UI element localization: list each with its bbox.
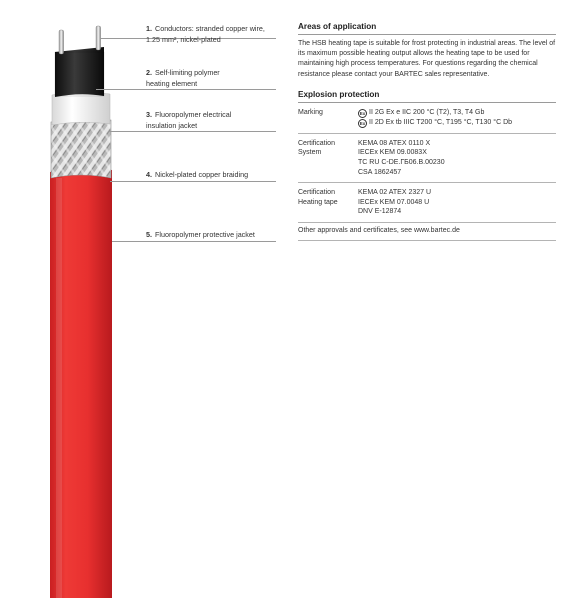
callout-5 xyxy=(146,230,255,241)
marking-values xyxy=(358,108,512,128)
cert-line: KEMA 02 ATEX 2327 U xyxy=(358,189,432,197)
cert-line: CSA 1862457 xyxy=(358,168,402,176)
cert-tape-values xyxy=(358,188,431,217)
callout-2 xyxy=(146,68,220,89)
callout-1 xyxy=(146,24,265,45)
cert-line: DNV E-12874 xyxy=(358,208,402,216)
callout-text: Fluoropolymer protective jacket xyxy=(155,230,255,239)
areas-text: The HSB heating tape is suitable for frost protecting in industrial areas. The level of its maximum possible heating output allows the heating tape to be used for maintaining high process temperatures. For questions regarding the chemical resistance please contact your BARTEC sales representative. xyxy=(298,40,556,78)
heating-cable-illustration xyxy=(0,0,140,607)
cert-system-values xyxy=(358,139,445,177)
marking-row xyxy=(298,103,556,133)
callout-number: 4. xyxy=(146,170,152,179)
callout-number: 5. xyxy=(146,230,152,239)
marking-label: Marking xyxy=(298,108,323,116)
callout-4 xyxy=(146,170,248,181)
callout-number: 2. xyxy=(146,68,152,77)
callout-line-2 xyxy=(96,89,276,90)
callout-number: 3. xyxy=(146,110,152,119)
cert-line: KEMA 08 ATEX 0110 X xyxy=(358,139,431,147)
callout-line-3 xyxy=(108,131,276,132)
cert-tape-label: Certification Heating tape xyxy=(298,189,338,206)
cert-line: IECEx KEM 07.0048 U xyxy=(358,198,430,206)
areas-heading: Areas of application xyxy=(298,22,377,31)
ex-symbol-icon: Ex xyxy=(359,110,366,116)
callout-text: Conductors: stranded copper wire, 1.25 mm², nickel-plated xyxy=(146,24,265,44)
callout-text: Nickel-plated copper braiding xyxy=(155,170,249,179)
conductor-wire-left xyxy=(59,30,64,54)
insulation-jacket xyxy=(52,92,110,125)
spec-column xyxy=(298,22,556,241)
areas-rule xyxy=(298,34,556,35)
cert-system-label: Certification System xyxy=(298,139,335,157)
cert-tape-row xyxy=(298,183,556,222)
other-approvals: Other approvals and certificates, see www.bartec.de xyxy=(298,226,460,234)
marking-line: II 2D Ex tb IIIC T200 °C, T195 °C, T130 °C Db xyxy=(369,118,513,126)
callout-line-5 xyxy=(112,241,276,242)
explosion-heading: Explosion protection xyxy=(298,89,380,99)
callout-number: 1. xyxy=(146,24,152,33)
cert-system-row xyxy=(298,134,556,182)
cert-line: IECEx KEM 09.0083X xyxy=(358,149,427,157)
row-divider xyxy=(298,240,556,241)
cert-line: TC RU C-DE.ГБ06.В.00230 xyxy=(358,159,445,166)
callout-text: Self-limiting polymer heating element xyxy=(146,68,220,88)
ex-symbol-icon: Ex xyxy=(359,120,366,126)
callout-text: Fluoropolymer electrical insulation jacket xyxy=(146,110,232,130)
callout-line-4 xyxy=(110,181,276,182)
callout-3 xyxy=(146,110,231,131)
marking-line: II 2G Ex e IIC 200 °C (T2), T3, T4 Gb xyxy=(369,108,485,116)
